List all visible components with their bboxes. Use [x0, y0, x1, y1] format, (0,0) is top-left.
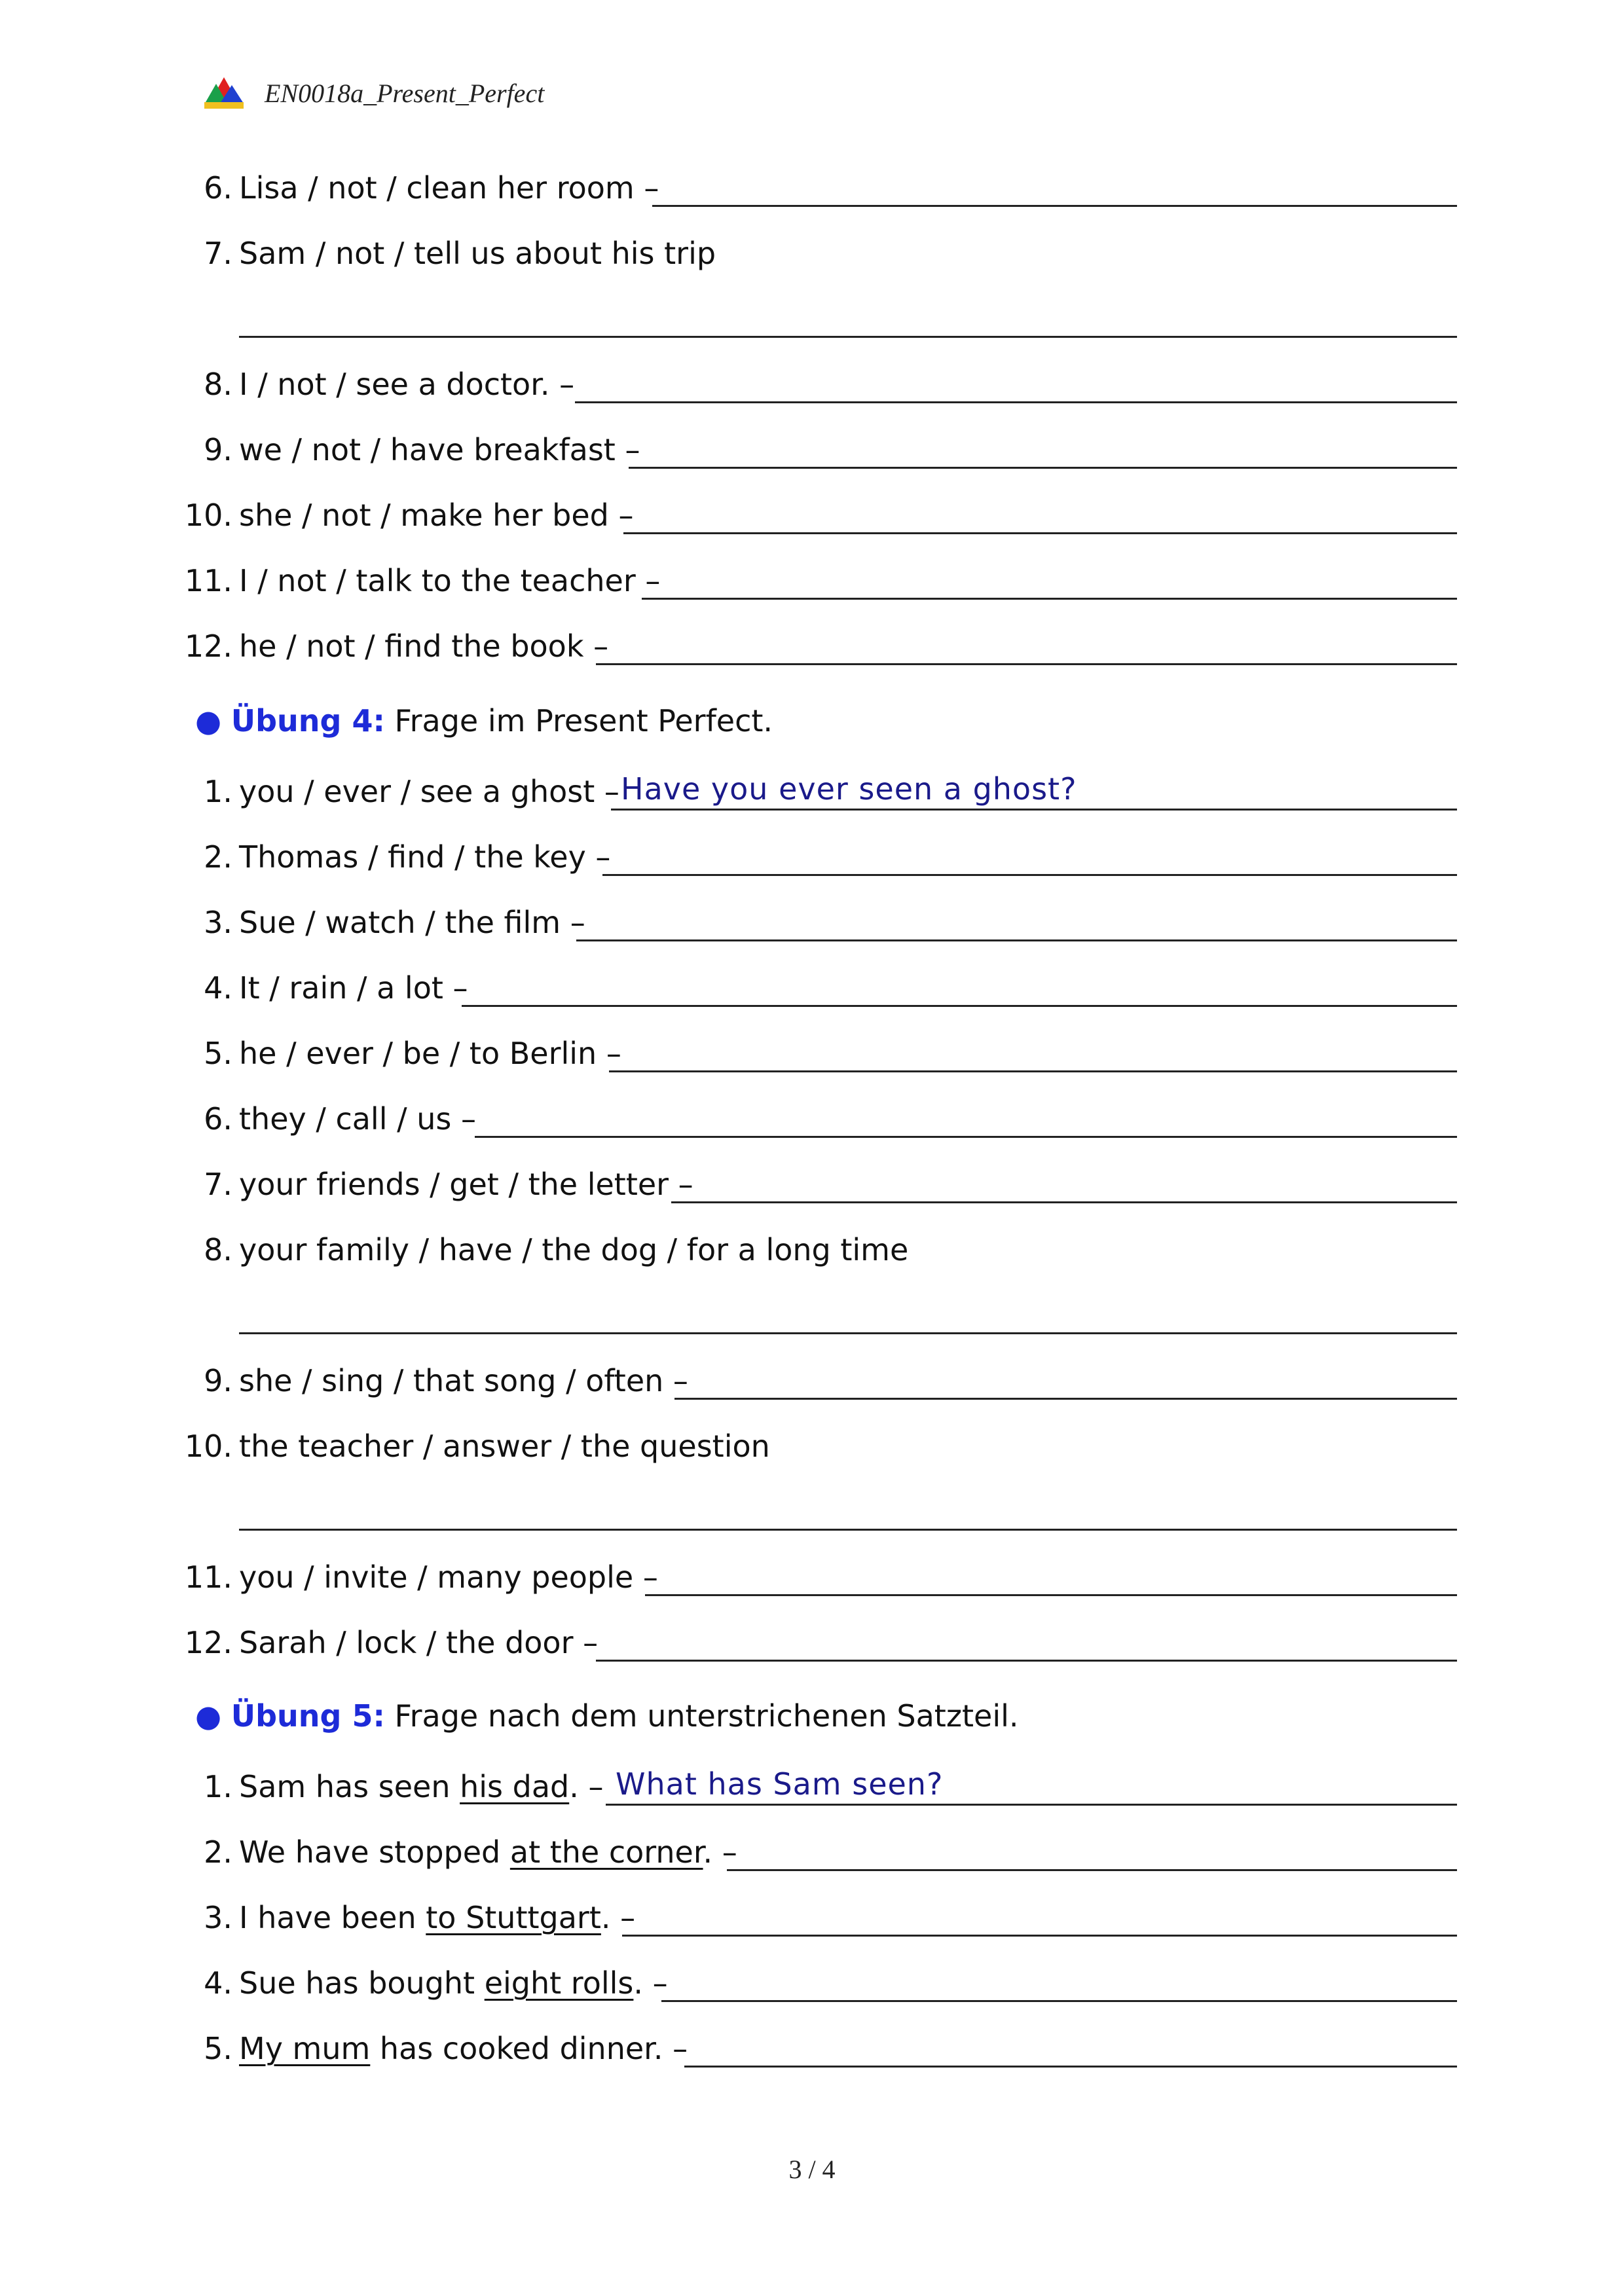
item-prompt: Lisa / not / clean her room –	[239, 170, 659, 206]
item-number: 12.	[184, 1625, 232, 1660]
answer-line[interactable]	[596, 1660, 1457, 1662]
item-number: 12.	[184, 629, 232, 664]
item-prompt	[239, 1900, 636, 1935]
list-item	[0, 838, 1624, 884]
underlined-phrase: at the corner	[509, 1834, 703, 1870]
item-prompt: Thomas / find / the key –	[239, 839, 611, 875]
answer-line[interactable]	[652, 205, 1457, 207]
item-prompt: he / not / find the book –	[239, 629, 609, 664]
item-number: 9.	[204, 432, 232, 467]
list-item	[0, 169, 1624, 215]
item-prompt: the teacher / answer / the question	[239, 1429, 770, 1464]
item-number: 2.	[204, 839, 232, 875]
answer-line[interactable]	[623, 532, 1457, 534]
list-item	[0, 1165, 1624, 1211]
list-item	[0, 1899, 1624, 1944]
item-number: 11.	[184, 1559, 232, 1595]
prompt-text: . –	[633, 1965, 668, 2001]
answer-line[interactable]	[674, 1398, 1457, 1400]
prompt-text: . –	[569, 1769, 604, 1804]
page-number: 3 / 4	[788, 2155, 836, 2184]
list-item	[0, 1296, 1624, 1342]
underlined-phrase: his dad	[460, 1769, 570, 1804]
underlined-phrase: My mum	[239, 2031, 371, 2066]
item-number: 10.	[184, 1429, 232, 1464]
underlined-phrase: eight rolls	[484, 1965, 634, 2001]
item-prompt: she / not / make her bed –	[239, 498, 634, 533]
prompt-text: has cooked dinner. –	[370, 2031, 688, 2066]
item-number: 1.	[204, 1769, 232, 1804]
item-prompt: we / not / have breakfast –	[239, 432, 640, 467]
list-item	[0, 496, 1624, 542]
exercise-label: Übung 5:	[231, 1698, 385, 1734]
answer-line[interactable]	[611, 809, 1457, 811]
list-item	[0, 1964, 1624, 2010]
item-number: 6.	[204, 170, 232, 206]
underlined-phrase: to Stuttgart	[426, 1900, 601, 1935]
answer-line[interactable]	[462, 1005, 1457, 1007]
item-prompt	[239, 1834, 737, 1870]
example-answer: Have you ever seen a ghost?	[621, 771, 1077, 807]
exercise-label: Übung 4:	[231, 703, 385, 738]
item-prompt: he / ever / be / to Berlin –	[239, 1036, 621, 1071]
exercise-5-heading	[195, 1698, 1019, 1747]
answer-line[interactable]	[239, 1332, 1457, 1334]
prompt-text: We have stopped	[239, 1834, 510, 1870]
answer-line[interactable]	[596, 663, 1457, 665]
item-number: 4.	[204, 1965, 232, 2001]
list-item	[0, 1231, 1624, 1277]
answer-line[interactable]	[671, 1201, 1457, 1203]
bullet-icon: ●	[195, 1698, 222, 1734]
list-item	[0, 234, 1624, 280]
item-prompt: I / not / talk to the teacher –	[239, 563, 661, 598]
example-answer: What has Sam seen?	[616, 1766, 944, 1802]
item-number: 10.	[184, 498, 232, 533]
item-number: 3.	[204, 905, 232, 940]
list-item	[0, 903, 1624, 949]
exercise-instruction: Frage nach dem unterstrichenen Satzteil.	[394, 1698, 1019, 1734]
answer-line[interactable]	[575, 401, 1457, 403]
item-prompt	[239, 1965, 668, 2001]
document-title: EN0018a_Present_Perfect	[265, 78, 545, 108]
item-number: 1.	[204, 774, 232, 809]
item-number: 8.	[204, 367, 232, 402]
item-prompt: your friends / get / the letter –	[239, 1167, 693, 1202]
list-item	[0, 562, 1624, 608]
list-item	[0, 1558, 1624, 1604]
document-header	[203, 73, 544, 113]
answer-line[interactable]	[684, 2066, 1457, 2068]
answer-line[interactable]	[642, 598, 1457, 600]
answer-line[interactable]	[475, 1136, 1457, 1138]
item-prompt: you / invite / many people –	[239, 1559, 658, 1595]
item-number: 3.	[204, 1900, 232, 1935]
answer-line[interactable]	[606, 1804, 1457, 1806]
item-number: 5.	[204, 1036, 232, 1071]
list-item	[0, 1100, 1624, 1146]
item-number: 7.	[204, 1167, 232, 1202]
item-number: 2.	[204, 1834, 232, 1870]
item-prompt: your family / have / the dog / for a long time	[239, 1232, 909, 1267]
prompt-text: Sam has seen	[239, 1769, 460, 1804]
answer-line[interactable]	[609, 1070, 1457, 1072]
item-number: 7.	[204, 236, 232, 271]
answer-line[interactable]	[645, 1594, 1457, 1596]
answer-line[interactable]	[622, 1935, 1457, 1937]
bullet-icon: ●	[195, 703, 222, 738]
list-item	[0, 1624, 1624, 1669]
item-prompt: Sam / not / tell us about his trip	[239, 236, 716, 271]
item-prompt: Sue / watch / the film –	[239, 905, 585, 940]
answer-line[interactable]	[239, 1529, 1457, 1531]
answer-line[interactable]	[629, 467, 1457, 469]
list-item	[0, 365, 1624, 411]
answer-line[interactable]	[727, 1869, 1457, 1871]
list-item	[0, 2030, 1624, 2075]
item-prompt: I / not / see a doctor. –	[239, 367, 575, 402]
item-number: 6.	[204, 1101, 232, 1137]
list-item	[0, 1427, 1624, 1473]
item-number: 5.	[204, 2031, 232, 2066]
list-item	[0, 300, 1624, 346]
prompt-text: I have been	[239, 1900, 426, 1935]
exercise-4-heading	[195, 703, 773, 752]
list-item	[0, 1362, 1624, 1408]
item-number: 4.	[204, 970, 232, 1006]
list-item	[0, 1833, 1624, 1879]
exercise-instruction: Frage im Present Perfect.	[394, 703, 773, 738]
prompt-text: . –	[600, 1900, 636, 1935]
item-number: 9.	[204, 1363, 232, 1398]
item-prompt	[239, 2033, 688, 2064]
prompt-text: . –	[703, 1834, 737, 1870]
answer-line[interactable]	[602, 874, 1457, 876]
item-prompt: Sarah / lock / the door –	[239, 1625, 599, 1660]
item-prompt	[239, 1769, 604, 1804]
item-prompt: It / rain / a lot –	[239, 970, 468, 1006]
item-prompt: you / ever / see a ghost –	[239, 774, 619, 809]
list-item	[0, 1034, 1624, 1080]
list-item	[0, 627, 1624, 673]
item-number: 11.	[184, 563, 232, 598]
answer-line[interactable]	[239, 336, 1457, 338]
prompt-text: Sue has bought	[239, 1965, 485, 2001]
list-item	[0, 1493, 1624, 1539]
list-item	[0, 431, 1624, 477]
list-item	[0, 1768, 1624, 1813]
answer-line[interactable]	[661, 2000, 1457, 2002]
item-prompt: she / sing / that song / often –	[239, 1363, 688, 1398]
answer-line[interactable]	[576, 939, 1457, 941]
list-item	[0, 773, 1624, 818]
item-number: 8.	[204, 1232, 232, 1267]
publisher-logo-icon	[203, 76, 245, 110]
item-prompt: they / call / us –	[239, 1101, 476, 1137]
list-item	[0, 969, 1624, 1015]
